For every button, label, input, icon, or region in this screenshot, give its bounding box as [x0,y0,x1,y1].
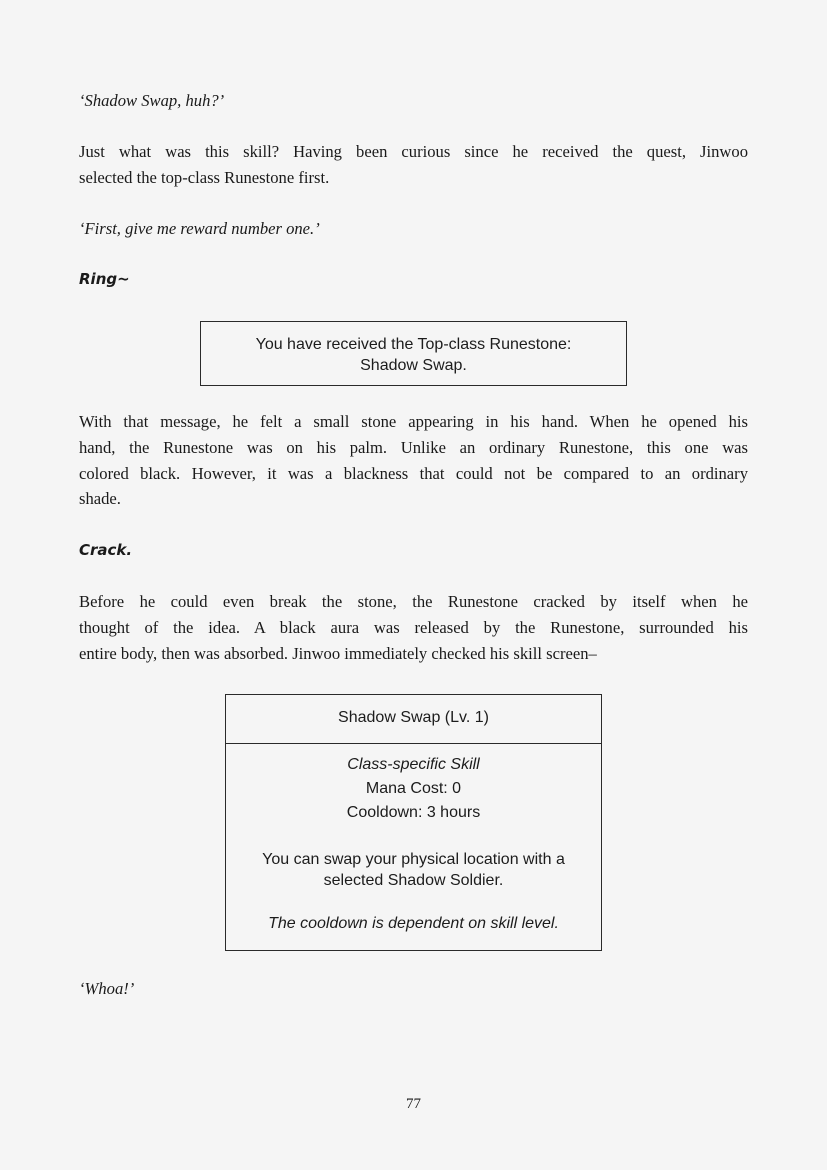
paragraph-line: colored black. However, it was a blackness that could not be compared to an ordinary [79,464,748,483]
system-message-line: Shadow Swap. [360,357,467,374]
thought-shadow-swap: ‘Shadow Swap, huh?’ [79,91,225,110]
paragraph-line: selected the top-class Runestone first. [79,168,330,187]
sound-effect-ring: Ring~ [79,270,130,288]
page-number: 77 [406,1096,421,1112]
system-message-line: You have received the Top-class Runestone: [255,336,572,353]
paragraph-line: hand, the Runestone was on his palm. Unlike an ordinary Runestone, this one was [79,438,748,457]
system-message-box [200,321,627,386]
skill-description-line: You can swap your physical location with a [262,851,565,868]
skill-mana-cost: Mana Cost: 0 [365,780,462,797]
paragraph-line: Just what was this skill? Having been curious since he received the quest, Jinwoo [79,142,748,161]
paragraph-line: Before he could even break the stone, the Runestone cracked by itself when he [79,592,748,611]
paragraph-line: shade. [79,489,121,508]
skill-window [225,694,602,951]
skill-cooldown: Cooldown: 3 hours [346,804,481,821]
skill-window-body [226,744,601,936]
thought-first-reward: ‘First, give me reward number one.’ [79,219,320,238]
skill-note: The cooldown is dependent on skill level. [268,915,559,932]
skill-type: Class-specific Skill [347,756,480,773]
skill-description-line: selected Shadow Soldier. [323,872,504,889]
paragraph-line: thought of the idea. A black aura was released by the Runestone, surrounded his [79,618,748,637]
paragraph-line: With that message, he felt a small stone appearing in his hand. When he opened his [79,412,748,431]
skill-window-title: Shadow Swap (Lv. 1) [226,695,601,744]
thought-whoa: ‘Whoa!’ [79,979,135,998]
paragraph-line: entire body, then was absorbed. Jinwoo immediately checked his skill screen– [79,644,597,663]
sound-effect-crack: Crack. [79,541,133,559]
skill-description [226,849,601,891]
